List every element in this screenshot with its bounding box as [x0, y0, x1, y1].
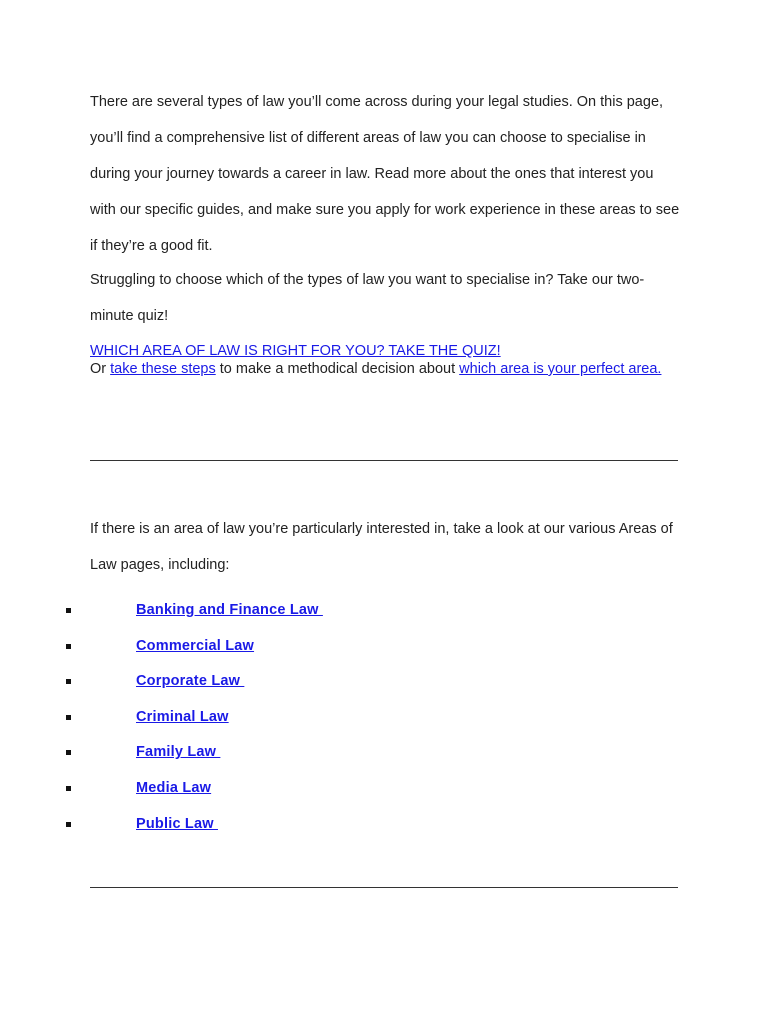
square-bullet-icon — [66, 608, 71, 613]
list-item-commercial-law — [0, 636, 768, 672]
banking-finance-law-link[interactable]: Banking and Finance Law — [136, 602, 323, 618]
square-bullet-icon — [66, 750, 71, 755]
take-these-steps-link[interactable]: take these steps — [110, 361, 216, 377]
square-bullet-icon — [66, 644, 71, 649]
areas-of-law-list — [0, 600, 768, 849]
family-law-link[interactable]: Family Law — [136, 744, 221, 761]
criminal-law-link[interactable]: Criminal Law — [136, 708, 229, 725]
square-bullet-icon — [66, 786, 71, 791]
section-divider — [90, 460, 678, 461]
perfect-area-link[interactable]: which area is your perfect area. — [459, 361, 662, 377]
list-item-public-law — [0, 814, 768, 850]
square-bullet-icon — [66, 822, 71, 827]
or-prefix-text: Or — [90, 361, 111, 377]
section-divider — [90, 887, 678, 888]
list-item-corporate-law — [0, 671, 768, 707]
corporate-law-link[interactable]: Corporate Law — [136, 673, 245, 690]
methodical-decision-paragraph — [90, 351, 680, 387]
list-item-banking-finance-law — [0, 600, 768, 636]
list-item-family-law — [0, 742, 768, 778]
areas-intro-paragraph: If there is an area of law you’re particularly interested in, take a look at our various Areas of Law pages, including: — [90, 521, 673, 573]
square-bullet-icon — [66, 679, 71, 684]
public-law-link[interactable]: Public Law — [136, 815, 218, 832]
or-middle-text: to make a methodical decision about — [215, 361, 460, 377]
media-law-link[interactable]: Media Law — [136, 779, 212, 796]
intro-paragraph: There are several types of law you’ll come across during your legal studies. On this page, you’ll find a comprehensive list of different areas of law you can choose to specialise in during your journey towards a career in law. Read more about the ones that interest you with our specific guides, and make sure you apply for work experience in these areas to see if they’re a good fit. — [90, 94, 680, 254]
take-quiz-link[interactable]: WHICH AREA OF LAW IS RIGHT FOR YOU? TAKE THE QUIZ! — [90, 343, 501, 359]
list-item-criminal-law — [0, 707, 768, 743]
quiz-prompt-paragraph: Struggling to choose which of the types of law you want to specialise in? Take our two-minute quiz! — [90, 272, 645, 324]
square-bullet-icon — [66, 715, 71, 720]
commercial-law-link[interactable]: Commercial Law — [136, 637, 255, 654]
list-item-media-law — [0, 778, 768, 814]
